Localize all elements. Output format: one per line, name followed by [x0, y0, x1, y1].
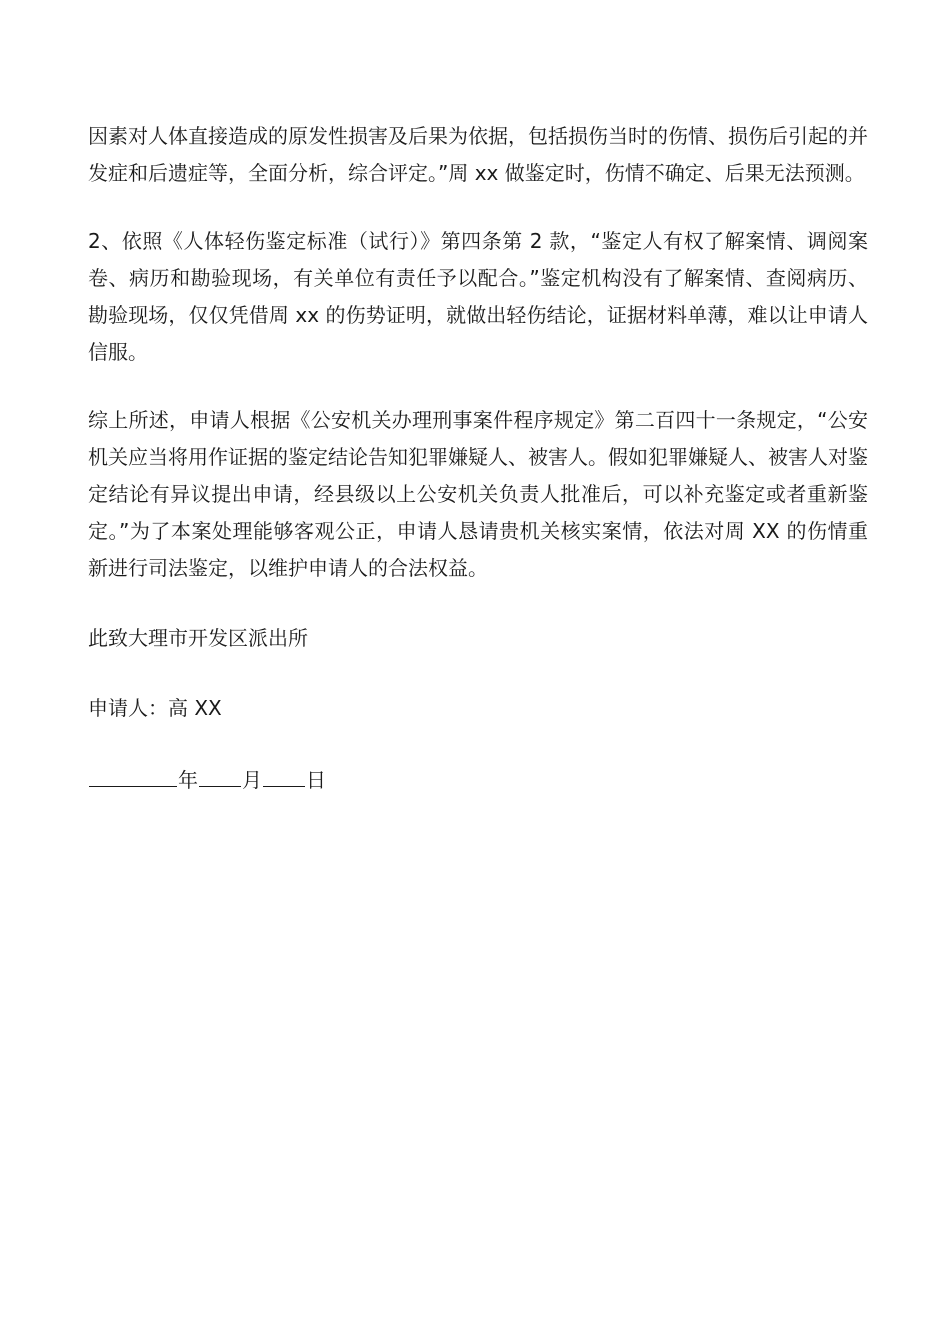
paragraph-spacer — [88, 587, 868, 620]
month-blank — [199, 760, 241, 787]
day-blank — [263, 760, 305, 787]
paragraph-continuation: 因素对人体直接造成的原发性损害及后果为依据，包括损伤当时的伤情、损伤后引起的并发症和后遗症等，全面分析，综合评定。”周 xx 做鉴定时，伤情不确定、后果无法预测。 — [88, 124, 868, 185]
applicant-signature: 申请人：高 XX — [88, 696, 222, 720]
date-line — [88, 760, 868, 799]
paragraph-point-2: 2、依照《人体轻伤鉴定标准（试行）》第四条第 2 款，“鉴定人有权了解案情、调阅案卷、病历和勘验现场，有关单位有责任予以配合。”鉴定机构没有了解案情、查阅病历、勘验现场，仅仅凭借周 xx 的伤势证明，就做出轻伤结论，证据材料单薄，难以让申请人信服。 — [88, 229, 868, 364]
paragraph-spacer — [88, 371, 868, 402]
year-label: 年 — [178, 768, 198, 792]
paragraph-spacer — [88, 192, 868, 223]
paragraph-spacer — [88, 657, 868, 690]
year-blank — [89, 760, 177, 787]
document-body — [88, 118, 868, 799]
paragraph-summary: 综上所述，申请人根据《公安机关办理刑事案件程序规定》第二百四十一条规定，“公安机关应当将用作证据的鉴定结论告知犯罪嫌疑人、被害人。假如犯罪嫌疑人、被害人对鉴定结论有异议提出申请，经县级以上公安机关负责人批准后，可以补充鉴定或者重新鉴定。”为了本案处理能够客观公正，申请人恳请贵机关核实案情，依法对周 XX 的伤情重新进行司法鉴定，以维护申请人的合法权益。 — [88, 408, 868, 580]
month-label: 月 — [242, 768, 262, 792]
addressee-line: 此致大理市开发区派出所 — [88, 626, 308, 650]
paragraph-spacer — [88, 727, 868, 760]
day-label: 日 — [306, 768, 326, 792]
